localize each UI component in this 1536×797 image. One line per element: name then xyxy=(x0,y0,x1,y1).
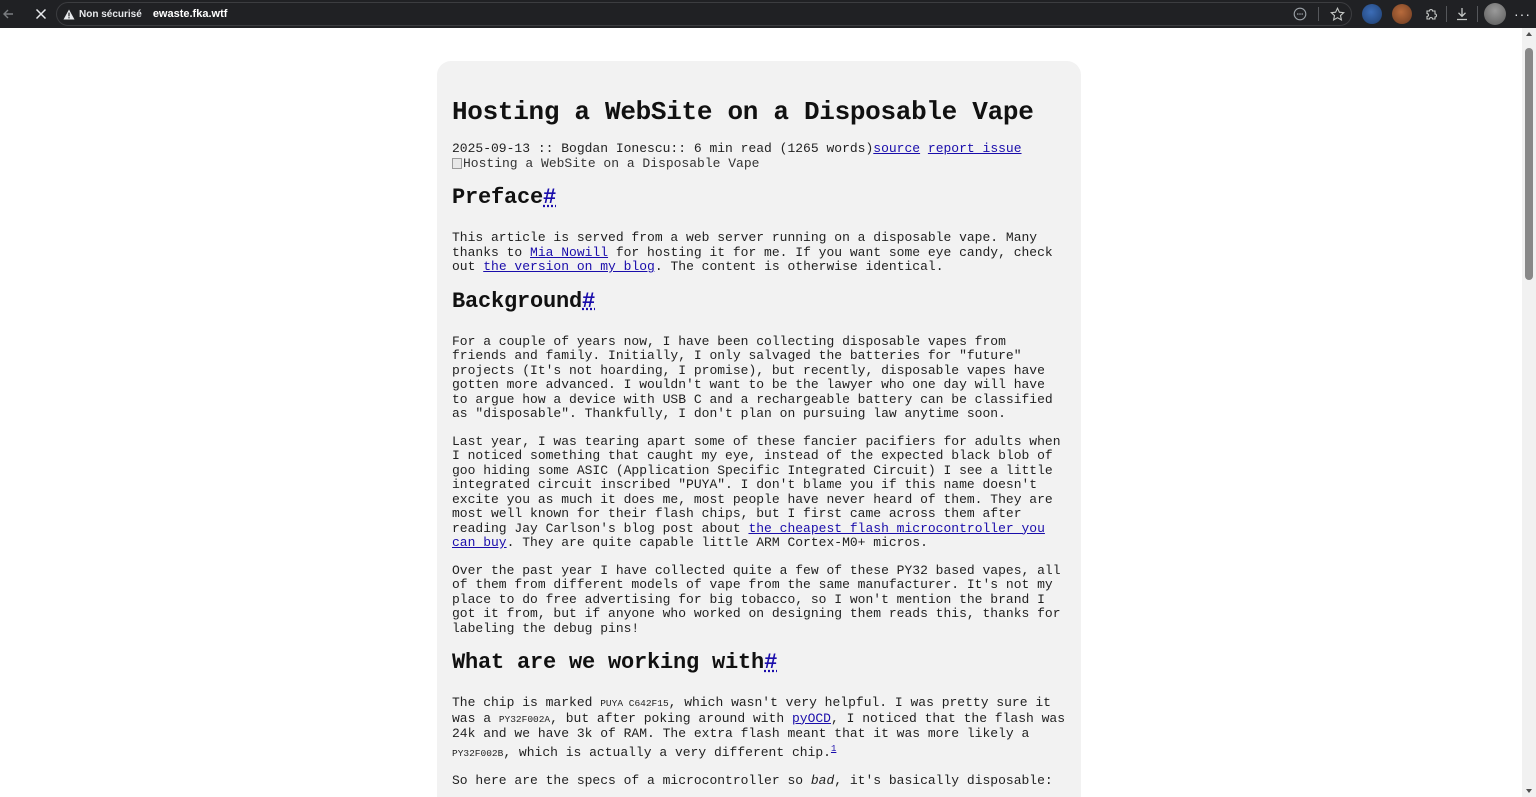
paragraph xyxy=(452,696,1066,761)
scroll-up-arrow-icon[interactable] xyxy=(1526,32,1532,36)
footnote-link[interactable]: 1 xyxy=(830,743,837,754)
heading-anchor-link[interactable]: # xyxy=(764,650,778,675)
heading-text: Background xyxy=(452,288,583,314)
back-arrow-icon[interactable] xyxy=(0,3,16,25)
paragraph xyxy=(452,774,1066,789)
text: , which wasn't very helpful. I was pretty sure it was a xyxy=(452,695,1051,726)
heading-anchor-link[interactable]: # xyxy=(543,185,557,210)
divider xyxy=(1477,6,1478,22)
menu-icon[interactable]: ··· xyxy=(1514,6,1531,22)
article-meta xyxy=(452,142,1066,157)
reader-mode-icon[interactable] xyxy=(1292,6,1308,22)
text: . The content is otherwise identical. xyxy=(654,259,944,274)
url-text[interactable]: ewaste.fka.wtf xyxy=(152,8,228,20)
vertical-scrollbar[interactable] xyxy=(1522,28,1536,797)
chip-code: PY32F002A xyxy=(498,713,551,725)
stop-loading-icon[interactable] xyxy=(30,3,52,25)
text: , it's basically disposable: xyxy=(834,773,1053,788)
chip-code: PY32F002B xyxy=(452,747,504,759)
chip-code: PUYA C642F15 xyxy=(600,698,669,709)
scrollbar-thumb[interactable] xyxy=(1525,48,1533,280)
heading-preface xyxy=(452,185,1066,211)
pyocd-link[interactable]: pyOCD xyxy=(791,710,831,726)
extension-icon[interactable] xyxy=(1362,4,1382,24)
source-link[interactable]: source xyxy=(873,141,921,156)
divider xyxy=(1446,6,1447,22)
address-bar[interactable] xyxy=(56,2,1352,26)
text: . They are quite capable little ARM Cortex-M0+ micros. xyxy=(506,535,928,550)
security-label[interactable]: Non sécurisé xyxy=(79,8,142,20)
text: Last year, I was tearing apart some of these fancier pacifiers for adults when I noticed something that caught my eye, instead of the expected black blob of goo hiding some ASIC (Application Specific Integrated Circuit) I see a little integrated circuit inscribed "PUYA". I don't blame you if this name doesn't excite you as much it does me, most people have never heard of them. They are most well known for their flash chips, but I first came across them after reading Jay Carlson's blog post about xyxy=(452,433,1061,536)
text: This article is served from a web server running on a disposable vape. Many thanks to xyxy=(452,230,1038,260)
browser-toolbar xyxy=(0,0,1536,28)
text: The chip is marked xyxy=(452,695,601,710)
text: , I noticed that the flash was 24k and we have 3k of RAM. The extra flash meant that it was more likely a xyxy=(452,710,1066,741)
heading-anchor-link[interactable]: # xyxy=(582,288,596,314)
divider xyxy=(1318,7,1319,21)
text: for hosting it for me. If you want some eye candy, check out xyxy=(452,244,1053,274)
emphasis-text: bad xyxy=(810,773,835,788)
mia-nowill-link[interactable]: Mia Nowill xyxy=(530,244,609,260)
cheapest-mcu-link[interactable]: the cheapest flash microcontroller you can buy xyxy=(452,520,1045,550)
heading-text: Preface xyxy=(452,185,544,210)
image-alt-text: Hosting a WebSite on a Disposable Vape xyxy=(463,155,760,171)
extensions-puzzle-icon[interactable] xyxy=(1422,4,1440,24)
meta-text: 2025-09-13 :: Bogdan Ionescu:: 6 min read (1265 words) xyxy=(452,141,874,156)
heading-text: What are we working with xyxy=(452,650,765,675)
heading-background xyxy=(452,289,1066,315)
paragraph xyxy=(452,435,1066,551)
heading-working-with xyxy=(452,650,1066,676)
scroll-down-arrow-icon[interactable] xyxy=(1526,789,1532,793)
text: , but after poking around with xyxy=(550,710,792,726)
page-viewport xyxy=(0,28,1522,797)
header-image xyxy=(452,157,1066,172)
paragraph: Over the past year I have collected quite a few of these PY32 based vapes, all of them from different models of vape from the same manufacturer. It's not my place to do free advertising for big tobacco, so I won't mention the brand I got it from, but if anyone who worked on designing them reads this, thanks for labeling the debug pins! xyxy=(452,562,1061,636)
text: , which is actually a very different chip. xyxy=(503,744,831,760)
article-card xyxy=(437,61,1081,797)
warning-icon[interactable] xyxy=(63,8,76,21)
article-title: Hosting a WebSite on a Disposable Vape xyxy=(452,97,1034,127)
paragraph xyxy=(452,231,1066,275)
extension-icon[interactable] xyxy=(1392,4,1412,24)
download-icon[interactable] xyxy=(1453,4,1471,24)
paragraph: For a couple of years now, I have been collecting disposable vapes from friends and family. Initially, I only salvaged the batteries for "future" projects (It's not hoarding, I promise), but recently, disposable vapes have gotten more advanced. I wouldn't want to be the lawyer who one day will have to argue how a device with USB C and a rechargeable battery can be classified as "disposable". Thankfully, I don't plan on pursuing law anytime soon. xyxy=(452,333,1053,421)
text: So here are the specs of a microcontroller so xyxy=(452,773,811,788)
report-issue-link[interactable]: report issue xyxy=(927,141,1022,156)
profile-avatar[interactable] xyxy=(1484,3,1506,25)
blog-version-link[interactable]: the version on my blog xyxy=(483,259,655,274)
star-icon[interactable] xyxy=(1329,6,1345,22)
broken-image-icon xyxy=(452,158,462,169)
